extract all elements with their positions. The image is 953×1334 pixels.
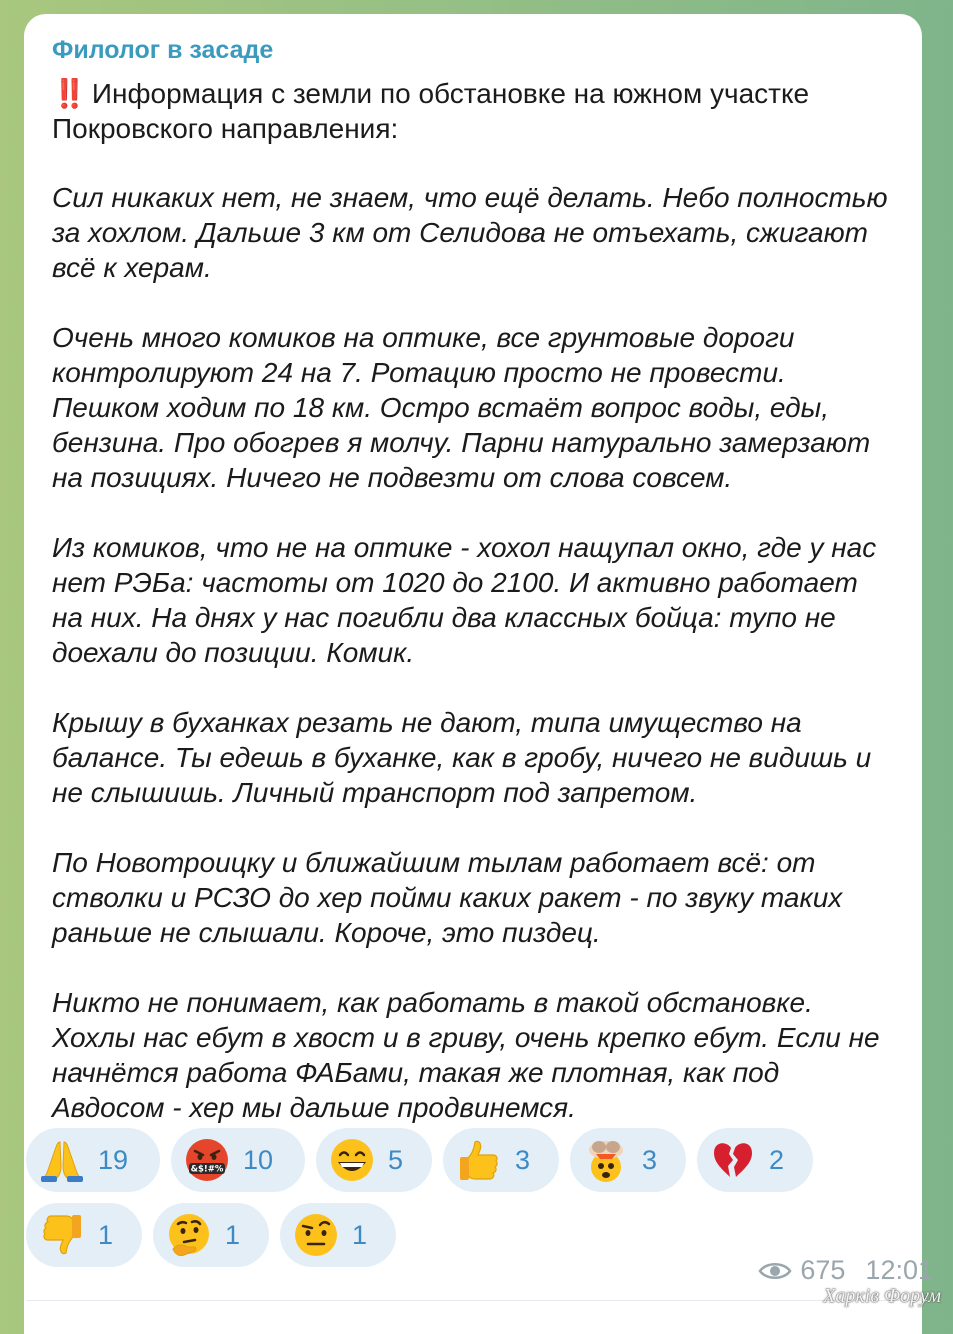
- watermark: Харків Форум: [823, 1285, 941, 1307]
- reaction-folded-hands[interactable]: [26, 1128, 160, 1192]
- post-paragraph: Очень много комиков на оптике, все грунтовые дороги контролируют 24 на 7. Ротацию просто не провести. Пешком ходим по 18 км. Остро встаёт вопрос воды, еды, бензина. Про обогрев я молчу. Парни натурально замерзают на позициях. Ничего не подвезти от слова совсем.: [52, 322, 871, 493]
- view-count: 675: [800, 1255, 846, 1285]
- thinking-face-icon: [165, 1211, 213, 1259]
- folded-hands-icon: [38, 1136, 86, 1184]
- post-time: 12:01: [865, 1255, 933, 1285]
- thumbs-down-icon: [38, 1211, 86, 1259]
- reaction-count: 3: [515, 1144, 531, 1175]
- reaction-cursing-face[interactable]: [171, 1128, 305, 1192]
- reaction-count: 10: [243, 1144, 274, 1175]
- cursing-face-icon: [183, 1136, 231, 1184]
- eye-icon: [758, 1260, 792, 1282]
- reactions-row: [26, 1203, 856, 1267]
- double-exclamation-icon: ‼️: [52, 78, 84, 109]
- reaction-thinking-face[interactable]: [153, 1203, 269, 1267]
- post-paragraph: Никто не понимает, как работать в такой обстановке. Хохлы нас ебут в хвост и в гриву, очень крепко ебут. Если не начнётся работа ФАБами, такая же плотная, как под Авдосом - хер мы дальше продвинемся.: [52, 987, 880, 1123]
- grinning-face-icon: [328, 1136, 376, 1184]
- post-lead: [52, 76, 894, 146]
- reaction-thumbs-down[interactable]: [26, 1203, 142, 1267]
- divider: [26, 1300, 927, 1301]
- post-paragraph: Сил никаких нет, не знаем, что ещё делать. Небо полностью за хохлом. Дальше 3 км от Селидова не отъехать, сжигают всё к херам.: [52, 182, 888, 283]
- post-paragraph: Из комиков, что не на оптике - хохол нащупал окно, где у нас нет РЭБа: частоты от 1020 до 2100. И активно работает на них. На днях у нас погибли два классных бойца: тупо не доехали до позиции. Комик.: [52, 532, 877, 668]
- reaction-count: 5: [388, 1144, 404, 1175]
- reaction-count: 3: [642, 1144, 658, 1175]
- exploding-head-icon: [582, 1136, 630, 1184]
- thumbs-up-icon: [455, 1136, 503, 1184]
- reaction-count: 1: [98, 1219, 114, 1250]
- reaction-count: 1: [352, 1219, 368, 1250]
- reactions-bar: [26, 1128, 856, 1278]
- svg-text:&$!#%: &$!#%: [190, 1164, 224, 1175]
- post-paragraph: По Новотроицку и ближайшим тылам работает всё: от стволки и РСЗО до хер пойми каких ракет - по звуку таких раньше не слышали. Короче, это пиздец.: [52, 847, 843, 948]
- post-paragraph: Крышу в буханках резать не дают, типа имущество на балансе. Ты едешь в буханке, как в гробу, ничего не видишь и не слышишь. Личный транспорт под запретом.: [52, 707, 872, 808]
- reaction-count: 19: [98, 1144, 129, 1175]
- lead-text: Информация с земли по обстановке на южном участке Покровского направления:: [52, 78, 810, 144]
- channel-name[interactable]: Филолог в засаде: [52, 36, 274, 64]
- reaction-raised-eyebrow-face[interactable]: [280, 1203, 396, 1267]
- reaction-exploding-head[interactable]: [570, 1128, 686, 1192]
- reaction-count: 2: [769, 1144, 785, 1175]
- broken-heart-icon: [709, 1136, 757, 1184]
- reaction-thumbs-up[interactable]: [443, 1128, 559, 1192]
- reaction-grinning-face[interactable]: [316, 1128, 432, 1192]
- reactions-row: [26, 1128, 856, 1192]
- post-meta: [758, 1255, 933, 1286]
- reaction-count: 1: [225, 1219, 241, 1250]
- reaction-broken-heart[interactable]: [697, 1128, 813, 1192]
- raised-eyebrow-face-icon: [292, 1211, 340, 1259]
